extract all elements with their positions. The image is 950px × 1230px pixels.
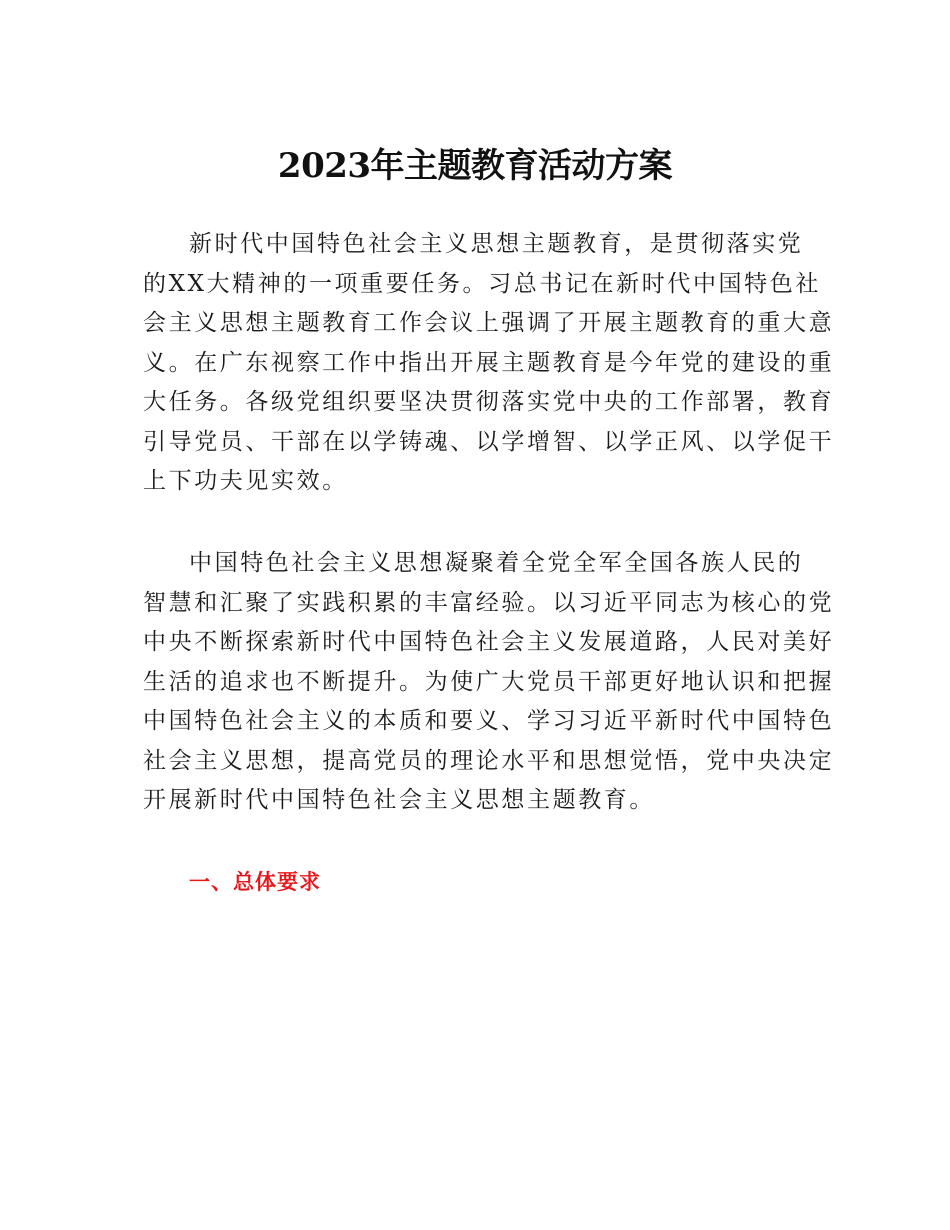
- paragraph-line: 智慧和汇聚了实践积累的丰富经验。以习近平同志为核心的党: [143, 589, 835, 616]
- paragraph-line: 中国特色社会主义的本质和要义、学习习近平新时代中国特色: [143, 708, 835, 734]
- paragraph-line: 新时代中国特色社会主义思想主题教育，是贯彻落实党: [189, 231, 804, 257]
- paragraph-line: 中国特色社会主义思想凝聚着全党全军全国各族人民的: [189, 550, 804, 576]
- paragraph-line: 生活的追求也不断提升。为使广大党员干部更好地认识和把握: [143, 668, 835, 695]
- paragraph-line: 开展新时代中国特色社会主义思想主题教育。: [143, 787, 655, 813]
- paragraph-line: 中央不断探索新时代中国特色社会主义发展道路，人民对美好: [143, 629, 835, 655]
- paragraph-line: 大任务。各级党组织要坚决贯彻落实党中央的工作部署，教育: [143, 389, 835, 415]
- paragraph-line: 义。在广东视察工作中指出开展主题教育是今年党的建设的重: [143, 349, 835, 376]
- paragraph-line: 的XX大精神的一项重要任务。习总书记在新时代中国特色社: [143, 270, 821, 297]
- paragraph-line: 引导党员、干部在以学铸魂、以学增智、以学正风、以学促干: [143, 428, 835, 455]
- paragraph-line: 社会主义思想，提高党员的理论水平和思想觉悟，党中央决定: [143, 747, 835, 774]
- document-title: 2023年主题教育活动方案: [277, 146, 673, 186]
- paragraph-text: [143, 544, 835, 821]
- paragraph-background: [143, 544, 835, 821]
- paragraph-intro: [143, 225, 835, 502]
- paragraph-text: [143, 225, 835, 502]
- paragraph-line: 会主义思想主题教育工作会议上强调了开展主题教育的重大意: [143, 310, 835, 336]
- section-heading: 一、总体要求: [189, 870, 321, 894]
- paragraph-line: 上下功夫见实效。: [143, 468, 348, 494]
